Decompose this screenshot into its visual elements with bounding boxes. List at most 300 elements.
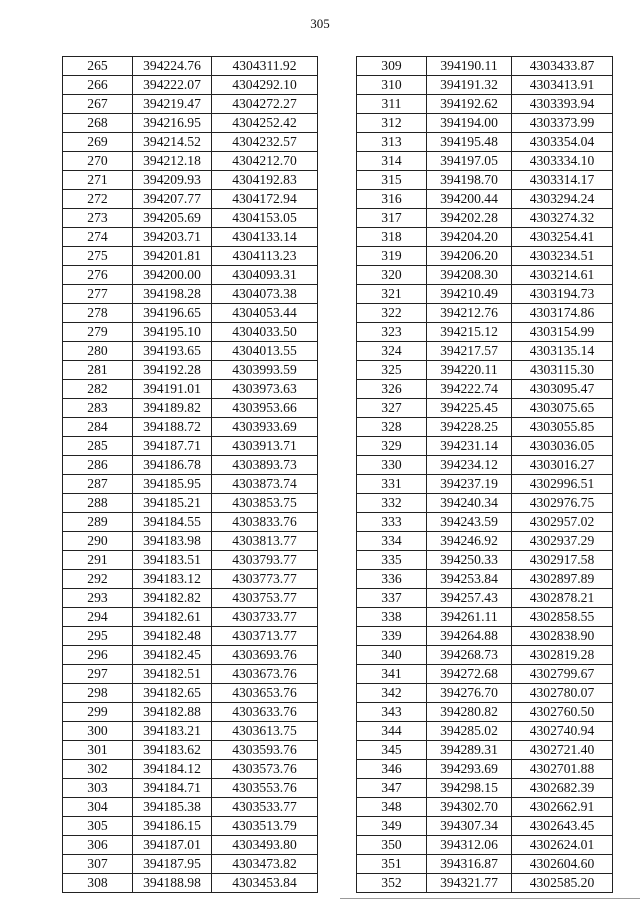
point-number-cell: 327 — [357, 399, 427, 418]
x-coordinate-cell: 394216.95 — [133, 114, 212, 133]
x-coordinate-cell: 394184.71 — [133, 779, 212, 798]
x-coordinate-cell: 394192.62 — [427, 95, 512, 114]
x-coordinate-cell: 394276.70 — [427, 684, 512, 703]
point-number-cell: 268 — [63, 114, 133, 133]
table-row — [357, 798, 613, 817]
x-coordinate-cell: 394195.10 — [133, 323, 212, 342]
point-number-cell: 266 — [63, 76, 133, 95]
y-coordinate-cell: 4304033.50 — [212, 323, 318, 342]
point-number-cell: 309 — [357, 57, 427, 76]
point-number-cell: 340 — [357, 646, 427, 665]
x-coordinate-cell: 394183.98 — [133, 532, 212, 551]
point-number-cell: 325 — [357, 361, 427, 380]
table-row — [357, 171, 613, 190]
y-coordinate-cell: 4303135.14 — [512, 342, 613, 361]
y-coordinate-cell: 4302878.21 — [512, 589, 613, 608]
table-row — [63, 779, 318, 798]
y-coordinate-cell: 4302760.50 — [512, 703, 613, 722]
y-coordinate-cell: 4302917.58 — [512, 551, 613, 570]
x-coordinate-cell: 394202.28 — [427, 209, 512, 228]
point-number-cell: 321 — [357, 285, 427, 304]
y-coordinate-cell: 4302819.28 — [512, 646, 613, 665]
coordinates-table-body — [63, 57, 318, 893]
x-coordinate-cell: 394243.59 — [427, 513, 512, 532]
x-coordinate-cell: 394200.00 — [133, 266, 212, 285]
y-coordinate-cell: 4303393.94 — [512, 95, 613, 114]
table-row — [63, 323, 318, 342]
table-row — [63, 570, 318, 589]
table-row — [357, 418, 613, 437]
point-number-cell: 276 — [63, 266, 133, 285]
x-coordinate-cell: 394189.82 — [133, 399, 212, 418]
x-coordinate-cell: 394240.34 — [427, 494, 512, 513]
x-coordinate-cell: 394307.34 — [427, 817, 512, 836]
point-number-cell: 277 — [63, 285, 133, 304]
y-coordinate-cell: 4304252.42 — [212, 114, 318, 133]
y-coordinate-cell: 4303473.82 — [212, 855, 318, 874]
table-row — [357, 228, 613, 247]
table-row — [357, 266, 613, 285]
x-coordinate-cell: 394209.93 — [133, 171, 212, 190]
table-row — [357, 646, 613, 665]
table-row — [357, 76, 613, 95]
point-number-cell: 331 — [357, 475, 427, 494]
table-row — [357, 703, 613, 722]
table-row — [357, 513, 613, 532]
x-coordinate-cell: 394208.30 — [427, 266, 512, 285]
y-coordinate-cell: 4302838.90 — [512, 627, 613, 646]
x-coordinate-cell: 394231.14 — [427, 437, 512, 456]
x-coordinate-cell: 394186.78 — [133, 456, 212, 475]
y-coordinate-cell: 4303533.77 — [212, 798, 318, 817]
y-coordinate-cell: 4303613.75 — [212, 722, 318, 741]
x-coordinate-cell: 394289.31 — [427, 741, 512, 760]
table-row — [63, 855, 318, 874]
point-number-cell: 282 — [63, 380, 133, 399]
y-coordinate-cell: 4303953.66 — [212, 399, 318, 418]
table-row — [63, 133, 318, 152]
y-coordinate-cell: 4303833.76 — [212, 513, 318, 532]
x-coordinate-cell: 394302.70 — [427, 798, 512, 817]
x-coordinate-cell: 394206.20 — [427, 247, 512, 266]
x-coordinate-cell: 394194.00 — [427, 114, 512, 133]
point-number-cell: 342 — [357, 684, 427, 703]
table-row — [357, 532, 613, 551]
y-coordinate-cell: 4303354.04 — [512, 133, 613, 152]
y-coordinate-cell: 4303553.76 — [212, 779, 318, 798]
point-number-cell: 318 — [357, 228, 427, 247]
y-coordinate-cell: 4303373.99 — [512, 114, 613, 133]
y-coordinate-cell: 4302662.91 — [512, 798, 613, 817]
x-coordinate-cell: 394183.62 — [133, 741, 212, 760]
table-row — [63, 342, 318, 361]
x-coordinate-cell: 394182.88 — [133, 703, 212, 722]
x-coordinate-cell: 394316.87 — [427, 855, 512, 874]
point-number-cell: 296 — [63, 646, 133, 665]
table-row — [63, 209, 318, 228]
point-number-cell: 307 — [63, 855, 133, 874]
x-coordinate-cell: 394198.70 — [427, 171, 512, 190]
table-row — [63, 456, 318, 475]
y-coordinate-cell: 4302937.29 — [512, 532, 613, 551]
point-number-cell: 316 — [357, 190, 427, 209]
y-coordinate-cell: 4303773.77 — [212, 570, 318, 589]
x-coordinate-cell: 394246.92 — [427, 532, 512, 551]
table-row — [63, 798, 318, 817]
table-row — [357, 627, 613, 646]
table-row — [63, 228, 318, 247]
table-row — [357, 209, 613, 228]
x-coordinate-cell: 394225.45 — [427, 399, 512, 418]
table-row — [357, 494, 613, 513]
y-coordinate-cell: 4303234.51 — [512, 247, 613, 266]
y-coordinate-cell: 4304192.83 — [212, 171, 318, 190]
point-number-cell: 284 — [63, 418, 133, 437]
y-coordinate-cell: 4302604.60 — [512, 855, 613, 874]
table-row — [357, 551, 613, 570]
x-coordinate-cell: 394184.55 — [133, 513, 212, 532]
x-coordinate-cell: 394268.73 — [427, 646, 512, 665]
x-coordinate-cell: 394183.51 — [133, 551, 212, 570]
y-coordinate-cell: 4303673.76 — [212, 665, 318, 684]
y-coordinate-cell: 4303753.77 — [212, 589, 318, 608]
point-number-cell: 308 — [63, 874, 133, 893]
point-number-cell: 335 — [357, 551, 427, 570]
point-number-cell: 302 — [63, 760, 133, 779]
point-number-cell: 278 — [63, 304, 133, 323]
x-coordinate-cell: 394182.65 — [133, 684, 212, 703]
x-coordinate-cell: 394192.28 — [133, 361, 212, 380]
point-number-cell: 291 — [63, 551, 133, 570]
point-number-cell: 293 — [63, 589, 133, 608]
y-coordinate-cell: 4304073.38 — [212, 285, 318, 304]
x-coordinate-cell: 394187.01 — [133, 836, 212, 855]
y-coordinate-cell: 4302976.75 — [512, 494, 613, 513]
x-coordinate-cell: 394220.11 — [427, 361, 512, 380]
x-coordinate-cell: 394253.84 — [427, 570, 512, 589]
table-row — [63, 532, 318, 551]
table-row — [63, 741, 318, 760]
point-number-cell: 311 — [357, 95, 427, 114]
x-coordinate-cell: 394195.48 — [427, 133, 512, 152]
y-coordinate-cell: 4304153.05 — [212, 209, 318, 228]
table-row — [63, 437, 318, 456]
y-coordinate-cell: 4303513.79 — [212, 817, 318, 836]
y-coordinate-cell: 4304272.27 — [212, 95, 318, 114]
point-number-cell: 281 — [63, 361, 133, 380]
table-row — [357, 114, 613, 133]
x-coordinate-cell: 394222.74 — [427, 380, 512, 399]
x-coordinate-cell: 394183.12 — [133, 570, 212, 589]
point-number-cell: 343 — [357, 703, 427, 722]
table-row — [357, 741, 613, 760]
point-number-cell: 286 — [63, 456, 133, 475]
x-coordinate-cell: 394228.25 — [427, 418, 512, 437]
table-row — [63, 95, 318, 114]
table-row — [63, 266, 318, 285]
point-number-cell: 314 — [357, 152, 427, 171]
point-number-cell: 349 — [357, 817, 427, 836]
y-coordinate-cell: 4304172.94 — [212, 190, 318, 209]
point-number-cell: 303 — [63, 779, 133, 798]
point-number-cell: 313 — [357, 133, 427, 152]
x-coordinate-cell: 394201.81 — [133, 247, 212, 266]
point-number-cell: 270 — [63, 152, 133, 171]
y-coordinate-cell: 4303254.41 — [512, 228, 613, 247]
x-coordinate-cell: 394285.02 — [427, 722, 512, 741]
x-coordinate-cell: 394185.38 — [133, 798, 212, 817]
point-number-cell: 289 — [63, 513, 133, 532]
y-coordinate-cell: 4304292.10 — [212, 76, 318, 95]
table-row — [357, 836, 613, 855]
table-row — [63, 836, 318, 855]
point-number-cell: 285 — [63, 437, 133, 456]
table-row — [357, 399, 613, 418]
table-row — [357, 304, 613, 323]
x-coordinate-cell: 394185.95 — [133, 475, 212, 494]
table-row — [63, 608, 318, 627]
y-coordinate-cell: 4303993.59 — [212, 361, 318, 380]
table-row — [357, 722, 613, 741]
y-coordinate-cell: 4302780.07 — [512, 684, 613, 703]
table-row — [63, 418, 318, 437]
point-number-cell: 310 — [357, 76, 427, 95]
table-row — [357, 133, 613, 152]
x-coordinate-cell: 394212.18 — [133, 152, 212, 171]
y-coordinate-cell: 4303174.86 — [512, 304, 613, 323]
table-row — [357, 608, 613, 627]
point-number-cell: 267 — [63, 95, 133, 114]
y-coordinate-cell: 4303115.30 — [512, 361, 613, 380]
table-row — [63, 703, 318, 722]
table-row — [357, 779, 613, 798]
y-coordinate-cell: 4302799.67 — [512, 665, 613, 684]
table-row — [63, 684, 318, 703]
y-coordinate-cell: 4304013.55 — [212, 342, 318, 361]
point-number-cell: 346 — [357, 760, 427, 779]
table-row — [63, 171, 318, 190]
y-coordinate-cell: 4304113.23 — [212, 247, 318, 266]
point-number-cell: 347 — [357, 779, 427, 798]
x-coordinate-cell: 394298.15 — [427, 779, 512, 798]
point-number-cell: 350 — [357, 836, 427, 855]
y-coordinate-cell: 4304093.31 — [212, 266, 318, 285]
table-row — [357, 855, 613, 874]
y-coordinate-cell: 4303194.73 — [512, 285, 613, 304]
x-coordinate-cell: 394184.12 — [133, 760, 212, 779]
point-number-cell: 271 — [63, 171, 133, 190]
table-row — [63, 589, 318, 608]
point-number-cell: 297 — [63, 665, 133, 684]
table-row — [63, 665, 318, 684]
page-number: 305 — [310, 16, 330, 31]
table-row — [357, 285, 613, 304]
x-coordinate-cell: 394214.52 — [133, 133, 212, 152]
point-number-cell: 337 — [357, 589, 427, 608]
x-coordinate-cell: 394264.88 — [427, 627, 512, 646]
x-coordinate-cell: 394187.95 — [133, 855, 212, 874]
y-coordinate-cell: 4303214.61 — [512, 266, 613, 285]
x-coordinate-cell: 394198.28 — [133, 285, 212, 304]
table-row — [63, 494, 318, 513]
point-number-cell: 292 — [63, 570, 133, 589]
y-coordinate-cell: 4302643.45 — [512, 817, 613, 836]
y-coordinate-cell: 4303693.76 — [212, 646, 318, 665]
x-coordinate-cell: 394183.21 — [133, 722, 212, 741]
y-coordinate-cell: 4304133.14 — [212, 228, 318, 247]
x-coordinate-cell: 394215.12 — [427, 323, 512, 342]
table-row — [63, 304, 318, 323]
x-coordinate-cell: 394190.11 — [427, 57, 512, 76]
y-coordinate-cell: 4303813.77 — [212, 532, 318, 551]
table-row — [63, 551, 318, 570]
y-coordinate-cell: 4304212.70 — [212, 152, 318, 171]
point-number-cell: 287 — [63, 475, 133, 494]
x-coordinate-cell: 394204.20 — [427, 228, 512, 247]
y-coordinate-cell: 4302858.55 — [512, 608, 613, 627]
y-coordinate-cell: 4303294.24 — [512, 190, 613, 209]
y-coordinate-cell: 4302957.02 — [512, 513, 613, 532]
y-coordinate-cell: 4303633.76 — [212, 703, 318, 722]
y-coordinate-cell: 4303493.80 — [212, 836, 318, 855]
point-number-cell: 330 — [357, 456, 427, 475]
table-row — [63, 152, 318, 171]
x-coordinate-cell: 394186.15 — [133, 817, 212, 836]
point-number-cell: 305 — [63, 817, 133, 836]
point-number-cell: 352 — [357, 874, 427, 893]
x-coordinate-cell: 394224.76 — [133, 57, 212, 76]
table-row — [357, 323, 613, 342]
table-row — [63, 57, 318, 76]
y-coordinate-cell: 4303055.85 — [512, 418, 613, 437]
y-coordinate-cell: 4303075.65 — [512, 399, 613, 418]
x-coordinate-cell: 394200.44 — [427, 190, 512, 209]
point-number-cell: 344 — [357, 722, 427, 741]
x-coordinate-cell: 394182.48 — [133, 627, 212, 646]
point-number-cell: 328 — [357, 418, 427, 437]
x-coordinate-cell: 394250.33 — [427, 551, 512, 570]
coordinates-table-left — [62, 56, 318, 893]
point-number-cell: 272 — [63, 190, 133, 209]
point-number-cell: 304 — [63, 798, 133, 817]
table-row — [63, 817, 318, 836]
x-coordinate-cell: 394203.71 — [133, 228, 212, 247]
point-number-cell: 323 — [357, 323, 427, 342]
table-row — [63, 190, 318, 209]
y-coordinate-cell: 4303853.75 — [212, 494, 318, 513]
y-coordinate-cell: 4304232.57 — [212, 133, 318, 152]
y-coordinate-cell: 4302721.40 — [512, 741, 613, 760]
y-coordinate-cell: 4304311.92 — [212, 57, 318, 76]
point-number-cell: 301 — [63, 741, 133, 760]
table-row — [357, 589, 613, 608]
point-number-cell: 345 — [357, 741, 427, 760]
point-number-cell: 312 — [357, 114, 427, 133]
x-coordinate-cell: 394312.06 — [427, 836, 512, 855]
y-coordinate-cell: 4304053.44 — [212, 304, 318, 323]
point-number-cell: 274 — [63, 228, 133, 247]
table-row — [357, 684, 613, 703]
table-row — [357, 570, 613, 589]
x-coordinate-cell: 394205.69 — [133, 209, 212, 228]
point-number-cell: 275 — [63, 247, 133, 266]
x-coordinate-cell: 394185.21 — [133, 494, 212, 513]
point-number-cell: 338 — [357, 608, 427, 627]
point-number-cell: 319 — [357, 247, 427, 266]
y-coordinate-cell: 4303933.69 — [212, 418, 318, 437]
y-coordinate-cell: 4303016.27 — [512, 456, 613, 475]
point-number-cell: 351 — [357, 855, 427, 874]
point-number-cell: 324 — [357, 342, 427, 361]
y-coordinate-cell: 4303733.77 — [212, 608, 318, 627]
x-coordinate-cell: 394196.65 — [133, 304, 212, 323]
point-number-cell: 339 — [357, 627, 427, 646]
y-coordinate-cell: 4302897.89 — [512, 570, 613, 589]
point-number-cell: 336 — [357, 570, 427, 589]
x-coordinate-cell: 394321.77 — [427, 874, 512, 893]
table-row — [63, 513, 318, 532]
table-row — [357, 361, 613, 380]
table-row — [63, 627, 318, 646]
table-row — [63, 285, 318, 304]
table-row — [63, 361, 318, 380]
table-row — [357, 95, 613, 114]
point-number-cell: 315 — [357, 171, 427, 190]
y-coordinate-cell: 4302701.88 — [512, 760, 613, 779]
point-number-cell: 348 — [357, 798, 427, 817]
y-coordinate-cell: 4303713.77 — [212, 627, 318, 646]
point-number-cell: 265 — [63, 57, 133, 76]
table-row — [357, 874, 613, 893]
y-coordinate-cell: 4303314.17 — [512, 171, 613, 190]
point-number-cell: 269 — [63, 133, 133, 152]
y-coordinate-cell: 4303873.74 — [212, 475, 318, 494]
y-coordinate-cell: 4303913.71 — [212, 437, 318, 456]
point-number-cell: 273 — [63, 209, 133, 228]
x-coordinate-cell: 394182.82 — [133, 589, 212, 608]
table-row — [357, 342, 613, 361]
x-coordinate-cell: 394182.61 — [133, 608, 212, 627]
y-coordinate-cell: 4302996.51 — [512, 475, 613, 494]
y-coordinate-cell: 4302740.94 — [512, 722, 613, 741]
y-coordinate-cell: 4303653.76 — [212, 684, 318, 703]
x-coordinate-cell: 394272.68 — [427, 665, 512, 684]
y-coordinate-cell: 4303973.63 — [212, 380, 318, 399]
point-number-cell: 295 — [63, 627, 133, 646]
x-coordinate-cell: 394217.57 — [427, 342, 512, 361]
point-number-cell: 317 — [357, 209, 427, 228]
y-coordinate-cell: 4303893.73 — [212, 456, 318, 475]
x-coordinate-cell: 394237.19 — [427, 475, 512, 494]
table-row — [63, 399, 318, 418]
x-coordinate-cell: 394257.43 — [427, 589, 512, 608]
table-row — [357, 57, 613, 76]
table-row — [63, 646, 318, 665]
x-coordinate-cell: 394222.07 — [133, 76, 212, 95]
y-coordinate-cell: 4303413.91 — [512, 76, 613, 95]
y-coordinate-cell: 4303036.05 — [512, 437, 613, 456]
table-row — [357, 817, 613, 836]
y-coordinate-cell: 4303593.76 — [212, 741, 318, 760]
table-row — [63, 874, 318, 893]
y-coordinate-cell: 4303154.99 — [512, 323, 613, 342]
table-row — [63, 722, 318, 741]
table-row — [63, 380, 318, 399]
bottom-rule-divider — [340, 898, 640, 899]
x-coordinate-cell: 394187.71 — [133, 437, 212, 456]
x-coordinate-cell: 394234.12 — [427, 456, 512, 475]
coordinates-table-body — [357, 57, 613, 893]
